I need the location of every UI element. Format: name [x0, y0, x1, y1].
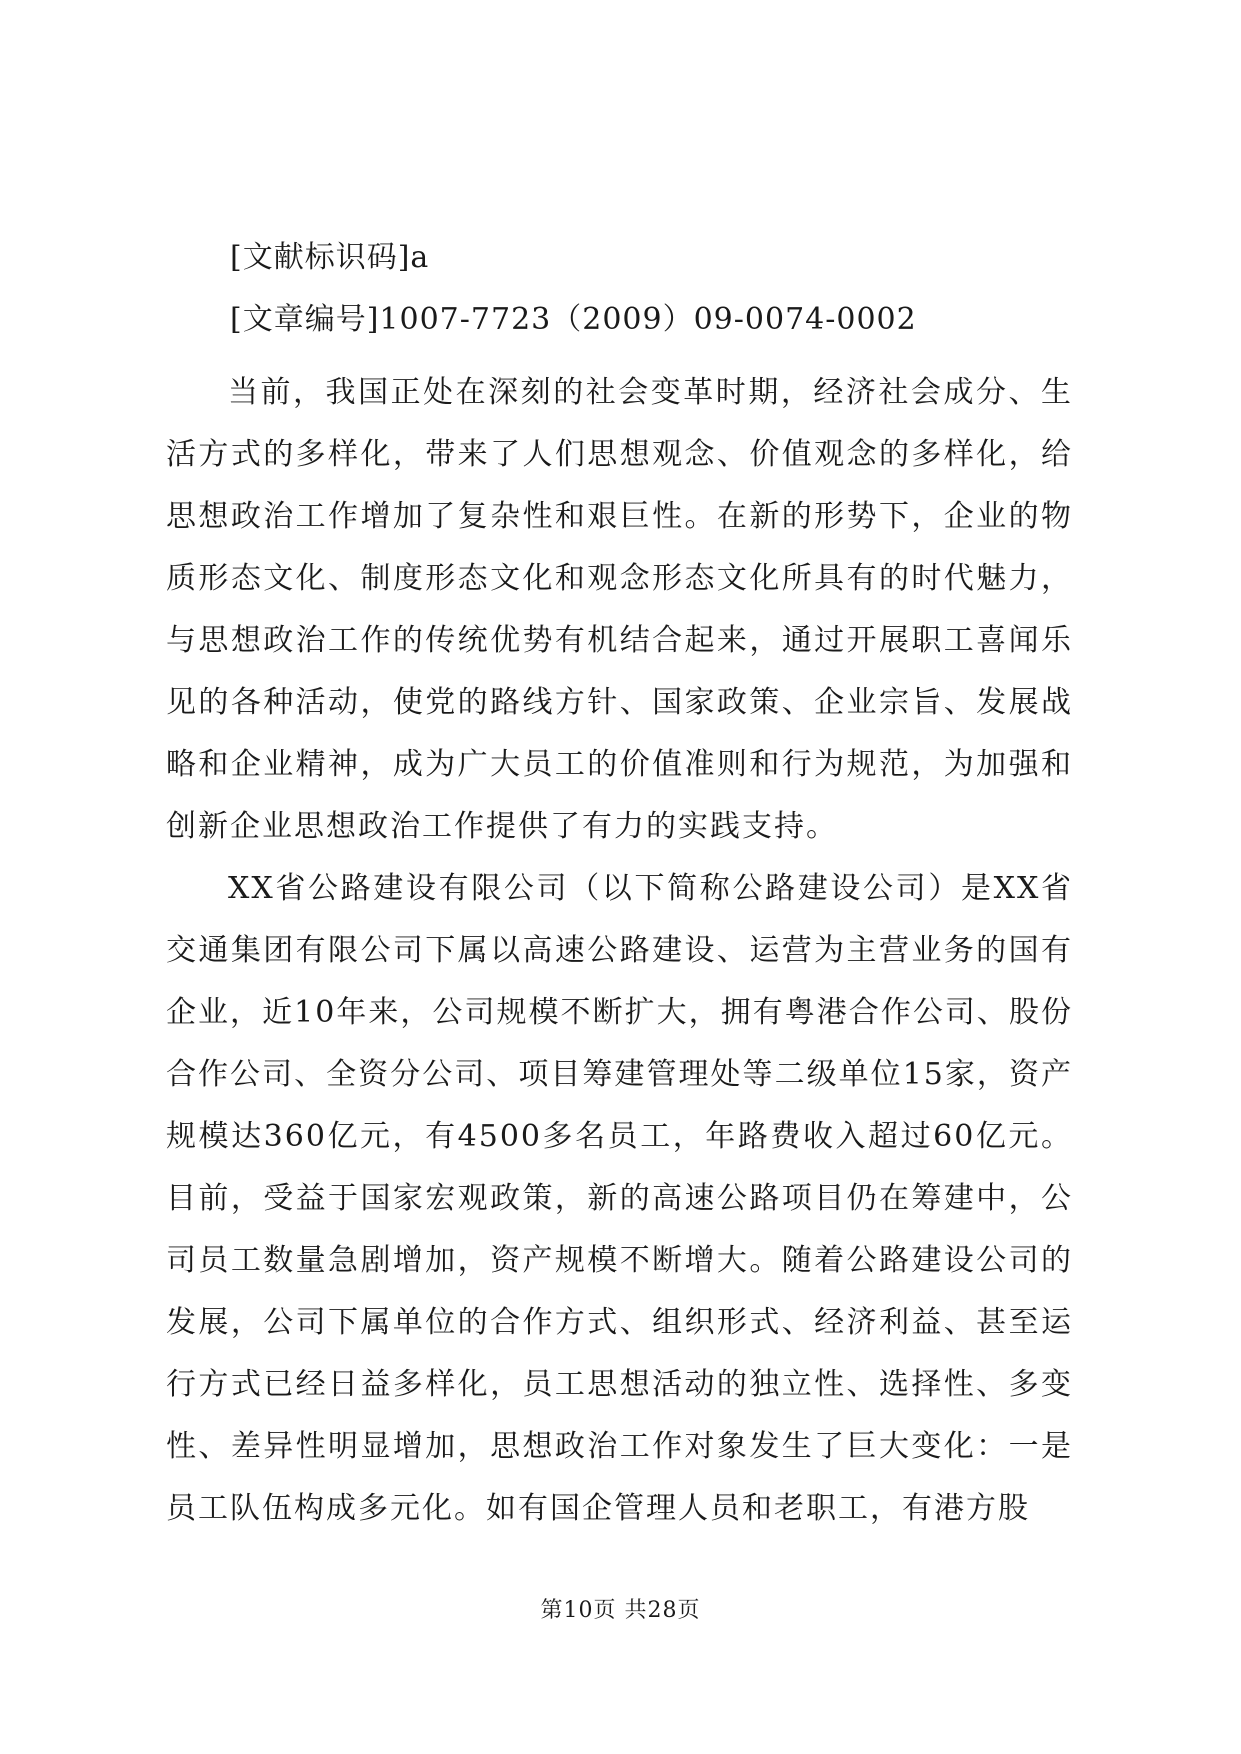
- article-number-line: [文章编号]1007-7723（2009）09-0074-0002: [230, 302, 917, 337]
- body-text: [166, 362, 1073, 1540]
- paragraph: 当前，我国正处在深刻的社会变革时期，经济社会成分、生活方式的多样化，带来了人们思想观念、价值观念的多样化，给思想政治工作增加了复杂性和艰巨性。在新的形势下，企业的物质形态文化、制度形态文化和观念形态文化所具有的时代魅力，与思想政治工作的传统优势有机结合起来，通过开展职工喜闻乐见的各种活动，使党的路线方针、国家政策、企业宗旨、发展战略和企业精神，成为广大员工的价值准则和行为规范，为加强和创新企业思想政治工作提供了有力的实践支持。: [166, 375, 1073, 844]
- paragraph: XX省公路建设有限公司（以下简称公路建设公司）是XX省交通集团有限公司下属以高速公路建设、运营为主营业务的国有企业，近10年来，公司规模不断扩大，拥有粤港合作公司、股份合作公司、全资分公司、项目筹建管理处等二级单位15家，资产规模达360亿元，有4500多名员工，年路费收入超过60亿元。目前，受益于国家宏观政策，新的高速公路项目仍在筹建中，公司员工数量急剧增加，资产规模不断增大。随着公路建设公司的发展，公司下属单位的合作方式、组织形式、经济利益、甚至运行方式已经日益多样化，员工思想活动的独立性、选择性、多变性、差异性明显增加，思想政治工作对象发生了巨大变化：一是员工队伍构成多元化。如有国企管理人员和老职工，有港方股: [166, 871, 1073, 1526]
- page-footer: 第10页 共28页: [540, 1598, 701, 1623]
- document-code-line: [文献标识码]a: [230, 240, 430, 275]
